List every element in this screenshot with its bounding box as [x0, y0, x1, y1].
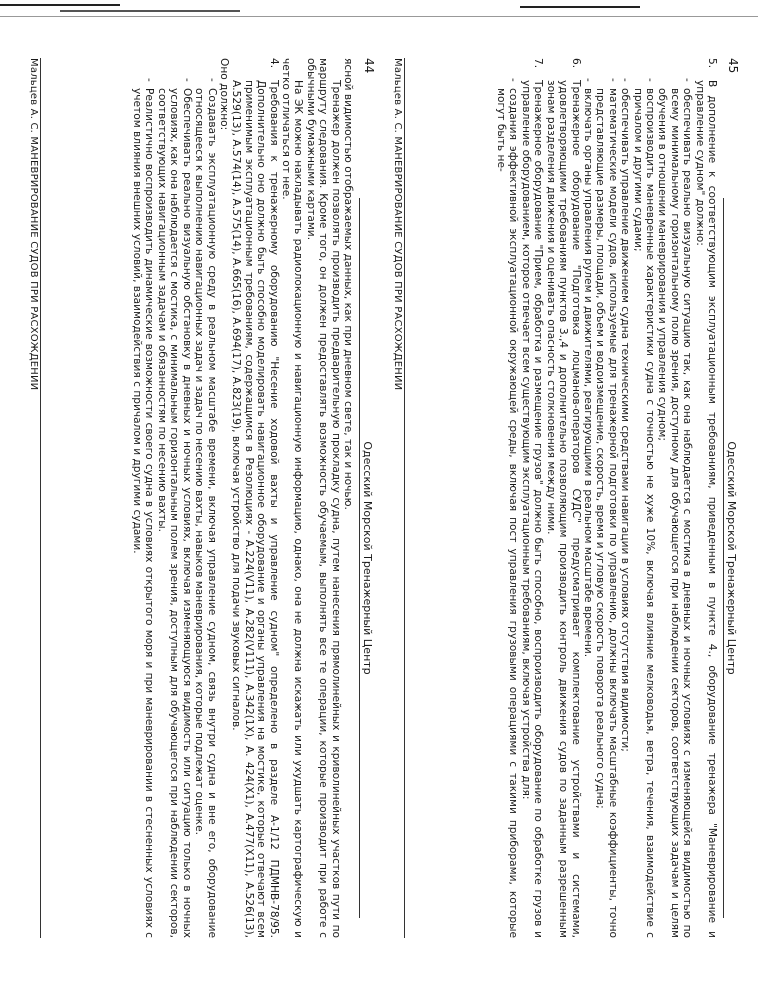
paragraph: На ЭК можно накладывать радиолокационную и навигационную информацию, однако, она не должна искажать или ухудшать картографическую и четко отличаться от нее.	[279, 58, 305, 938]
scan-artifact	[520, 6, 640, 8]
right-page	[390, 58, 740, 958]
numbered-item	[544, 58, 581, 938]
scan-artifact	[0, 4, 120, 6]
running-head: Одесский Морской Тренажерный Центр	[723, 198, 738, 918]
list-item: - Обеспечивать реально визуальную обстановку в дневных и ночных условиях, включая изменяющуюся видимость или ситуацию только в ночных условиях, как она наблюдается с мостика, с минимальным горизонтальным полем зрения, доступным для обучающегося при наблюдении секторов, соответствующих навигационным задачам и обязанностям по несению вахты.	[156, 58, 193, 938]
numbered-item	[693, 58, 718, 938]
list-item: - математические модели судов, используемые для тренажерной подготовки по управлению, должны включать масштабные коэффициенты, точно представляющие размеры, площади, объем и водоизмещение, скорость, время и угловую скорость поворота реального судна;	[594, 58, 619, 938]
item-text: Тренажерное оборудование "Прием, обработка и размещение грузов" должно быть способно, воспроизводить оборудование по обработке грузов и управление оборудованием, которое отвечает всем существующим эксплуатационным требованиям, включая устройства для:	[519, 80, 545, 938]
page-body	[495, 58, 718, 938]
page-footer: Мальцев А. С. МАНЕВРИРОВАНИЕ СУДОВ ПРИ РАСХОЖДЕНИИ	[392, 58, 405, 938]
page-footer: Мальцев А. С. МАНЕВРИРОВАНИЕ СУДОВ ПРИ РАСХОЖДЕНИИ	[28, 58, 41, 938]
list-item: - Реалистично воспроизводить динамические возможности своего судна в условиях открытого моря и при маневрировании в стесненных условиях с учетом влияния внешних условий, взаимодействия с причалом и другими судами.	[131, 58, 156, 938]
list-item: - воспроизводить маневренные характеристики судна с точностью не хуже 10%, включая влияние мелководья, ветра, течения, взаимодействие с причалом и другими судами;	[631, 58, 656, 938]
item-number: 4.	[267, 58, 280, 69]
paragraph: Тренажер должен позволять производить предварительную прокладку судна, путем нанесения прямолинейных и криволинейных участков пути по маршруту следования. Кроме того, он должен предоставлять возможность обучаемым, выполнять все те операции, которые производит при работе с обычными бумажными картами.	[304, 58, 342, 938]
paragraph: Оно должно:	[217, 58, 230, 131]
page-number: 44	[362, 58, 376, 74]
page-body	[131, 58, 354, 938]
item-text: Требования к тренажерному оборудованию "Несение ходовой вахты и управление судном" определено в разделе А-1/12 ПДМНВ-78/95. Дополнительно оно должно быть способно моделировать навигационное оборудование и органы управления на мостике, которые отвечают всем применимым эксплуатационным требованиям, содержащимся в Резолюциях - А.224(V11), А.282(V111), А.342(1Х), А. 424(Х1), А.477(Х11), А.526(13), А.529(13), А.574(14), А.575(14), А.665(16), А.694(17), А.823(19), включая устройство для подачи звуковых сигналов.	[230, 80, 280, 938]
left-page	[26, 58, 376, 958]
list-item: - обеспечивать управление движением судна техническими средствами навигации в условиях отсутствия видимости;	[619, 58, 631, 938]
item-number: 6.	[569, 58, 582, 69]
item-number: 5.	[706, 58, 718, 69]
scan-artifact	[0, 16, 758, 17]
item-text: Тренажерное оборудование "Подготовка лоцманов-операторов СУДС" предусматривает комплектование устройствами и системами, удовлетворяющими требованиям пунктов 3.,4 и дополнительно позволяющим производить контроль движения судов по заданным разрешенным зонам разделения движения и оценивать опасность столкновения между ними.	[544, 80, 582, 938]
scan-artifact	[60, 10, 240, 12]
item-text: В дополнение к соответствующим эксплуатационным требованиям, приведенным в пункте 4., оборудование тренажера "Маневрирование и управление судном" должно:	[693, 80, 718, 938]
list-item: - включать органы управления рулем и движителями, реагирующими в реальном масштабе времени.	[582, 58, 594, 938]
item-number: 7.	[532, 58, 545, 69]
numbered-item	[520, 58, 545, 938]
list-item: - обеспечивать реально визуальную ситуацию так, как она наблюдается с мостика в дневных и ночных условиях с изменяющейся видимостью по всему минимальному горизонтальному полю зрения, доступному для обучающегося при наблюдении секторов, соответствующих задачам и целям обучения в отношении маневрирования и управления судном;	[656, 58, 693, 938]
page-number: 45	[726, 58, 740, 74]
numbered-item	[230, 58, 280, 938]
list-item: - создания эффективной эксплуатационной окружающей среды, включая пост управления грузовыми операциями с такими приборами, которые могут быть не-	[495, 58, 520, 938]
running-head: Одесский Морской Тренажерный Центр	[359, 198, 374, 918]
list-item: - Создавать эксплуатационную среду в реальном масштабе времени, включая управление судном, связь внутри судна и вне его, оборудование относящееся к выполнению навигационных задач и задач по несению вахты, навыков маневрирования, которые подлежат оценке.	[193, 58, 218, 938]
paragraph: ясной видимостью отображаемых данных, как при дневном свете, так и ночью.	[342, 58, 354, 510]
